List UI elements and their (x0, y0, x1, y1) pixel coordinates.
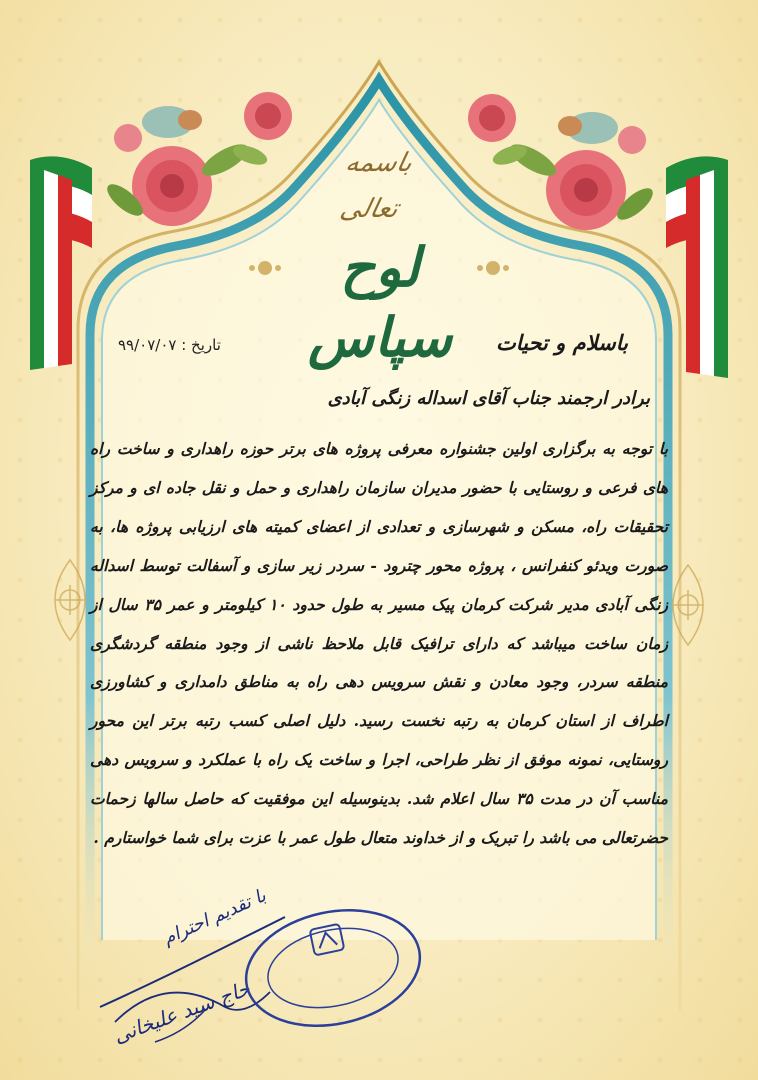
certificate-title: لوح سپاس (308, 235, 452, 369)
body-text (90, 430, 668, 858)
ornament-right (673, 565, 703, 645)
body-paragraph: با توجه به برگزاری اولین جشنواره معرفی پروژه های برتر حوزه راهداری و ساخت راه های فرعی و روستایی با حضور مدیران سازمان راهداری و حمل و نقل جاده ای و مرکز تحقیقات راه، مسکن و شهرسازی و تعدادی از اعضای کمیته های ارزیابی پروژه ها، به صورت ویدئو کنفرانس ، پروژه محور چترود - سردر زیر سازی و آسفالت توسط اسداله زنگی آبادی مدیر شرکت کرمان پیک مسیر به طول حدود ۱۰ کیلومتر و عمر ۳۵ سال از زمان ساخت میباشد که دارای ترافیک قابل ملاحظ ناشی از وجود منطقه گردشگری منطقه سردر، وجود معادن و نقش سرویس دهی راه به مناطق دامداری و کشاورزی اطراف از استان کرمان به رتبه نخست رسید. دلیل اصلی کسب رتبه برتر این محور روستایی، نمونه موفق از نظر طراحی، اجرا و ساخت یک راه با عملکرد و سرویس دهی مناسب آن در مدت ۳۵ سال اعلام شد. بدینوسیله این موفقیت که حاصل سالها زحمات حضرتعالی می باشد را تبریک و از خداوند متعال طول عمر با عزت برای شما خواستارم . (90, 439, 668, 848)
ornament-left (55, 560, 85, 640)
basmala: باسمه تعالی (337, 148, 416, 224)
signature-line: با تقدیم احترام (160, 885, 270, 950)
greeting: باسلام و تحیات (495, 330, 628, 355)
flag-left (30, 156, 92, 370)
official-stamp (238, 898, 428, 1038)
recipient: برادر ارجمند جناب آقای اسداله زنگی آبادی (327, 388, 650, 409)
date-value: ۹۹/۰۷/۰۷ (118, 336, 177, 354)
flowers-left (102, 92, 292, 226)
date-label: تاریخ : (181, 336, 221, 354)
signature-name: حاج سید علیخانی (110, 976, 253, 1048)
flag-right (666, 156, 728, 378)
flowers-right (468, 94, 658, 230)
date (118, 336, 221, 354)
